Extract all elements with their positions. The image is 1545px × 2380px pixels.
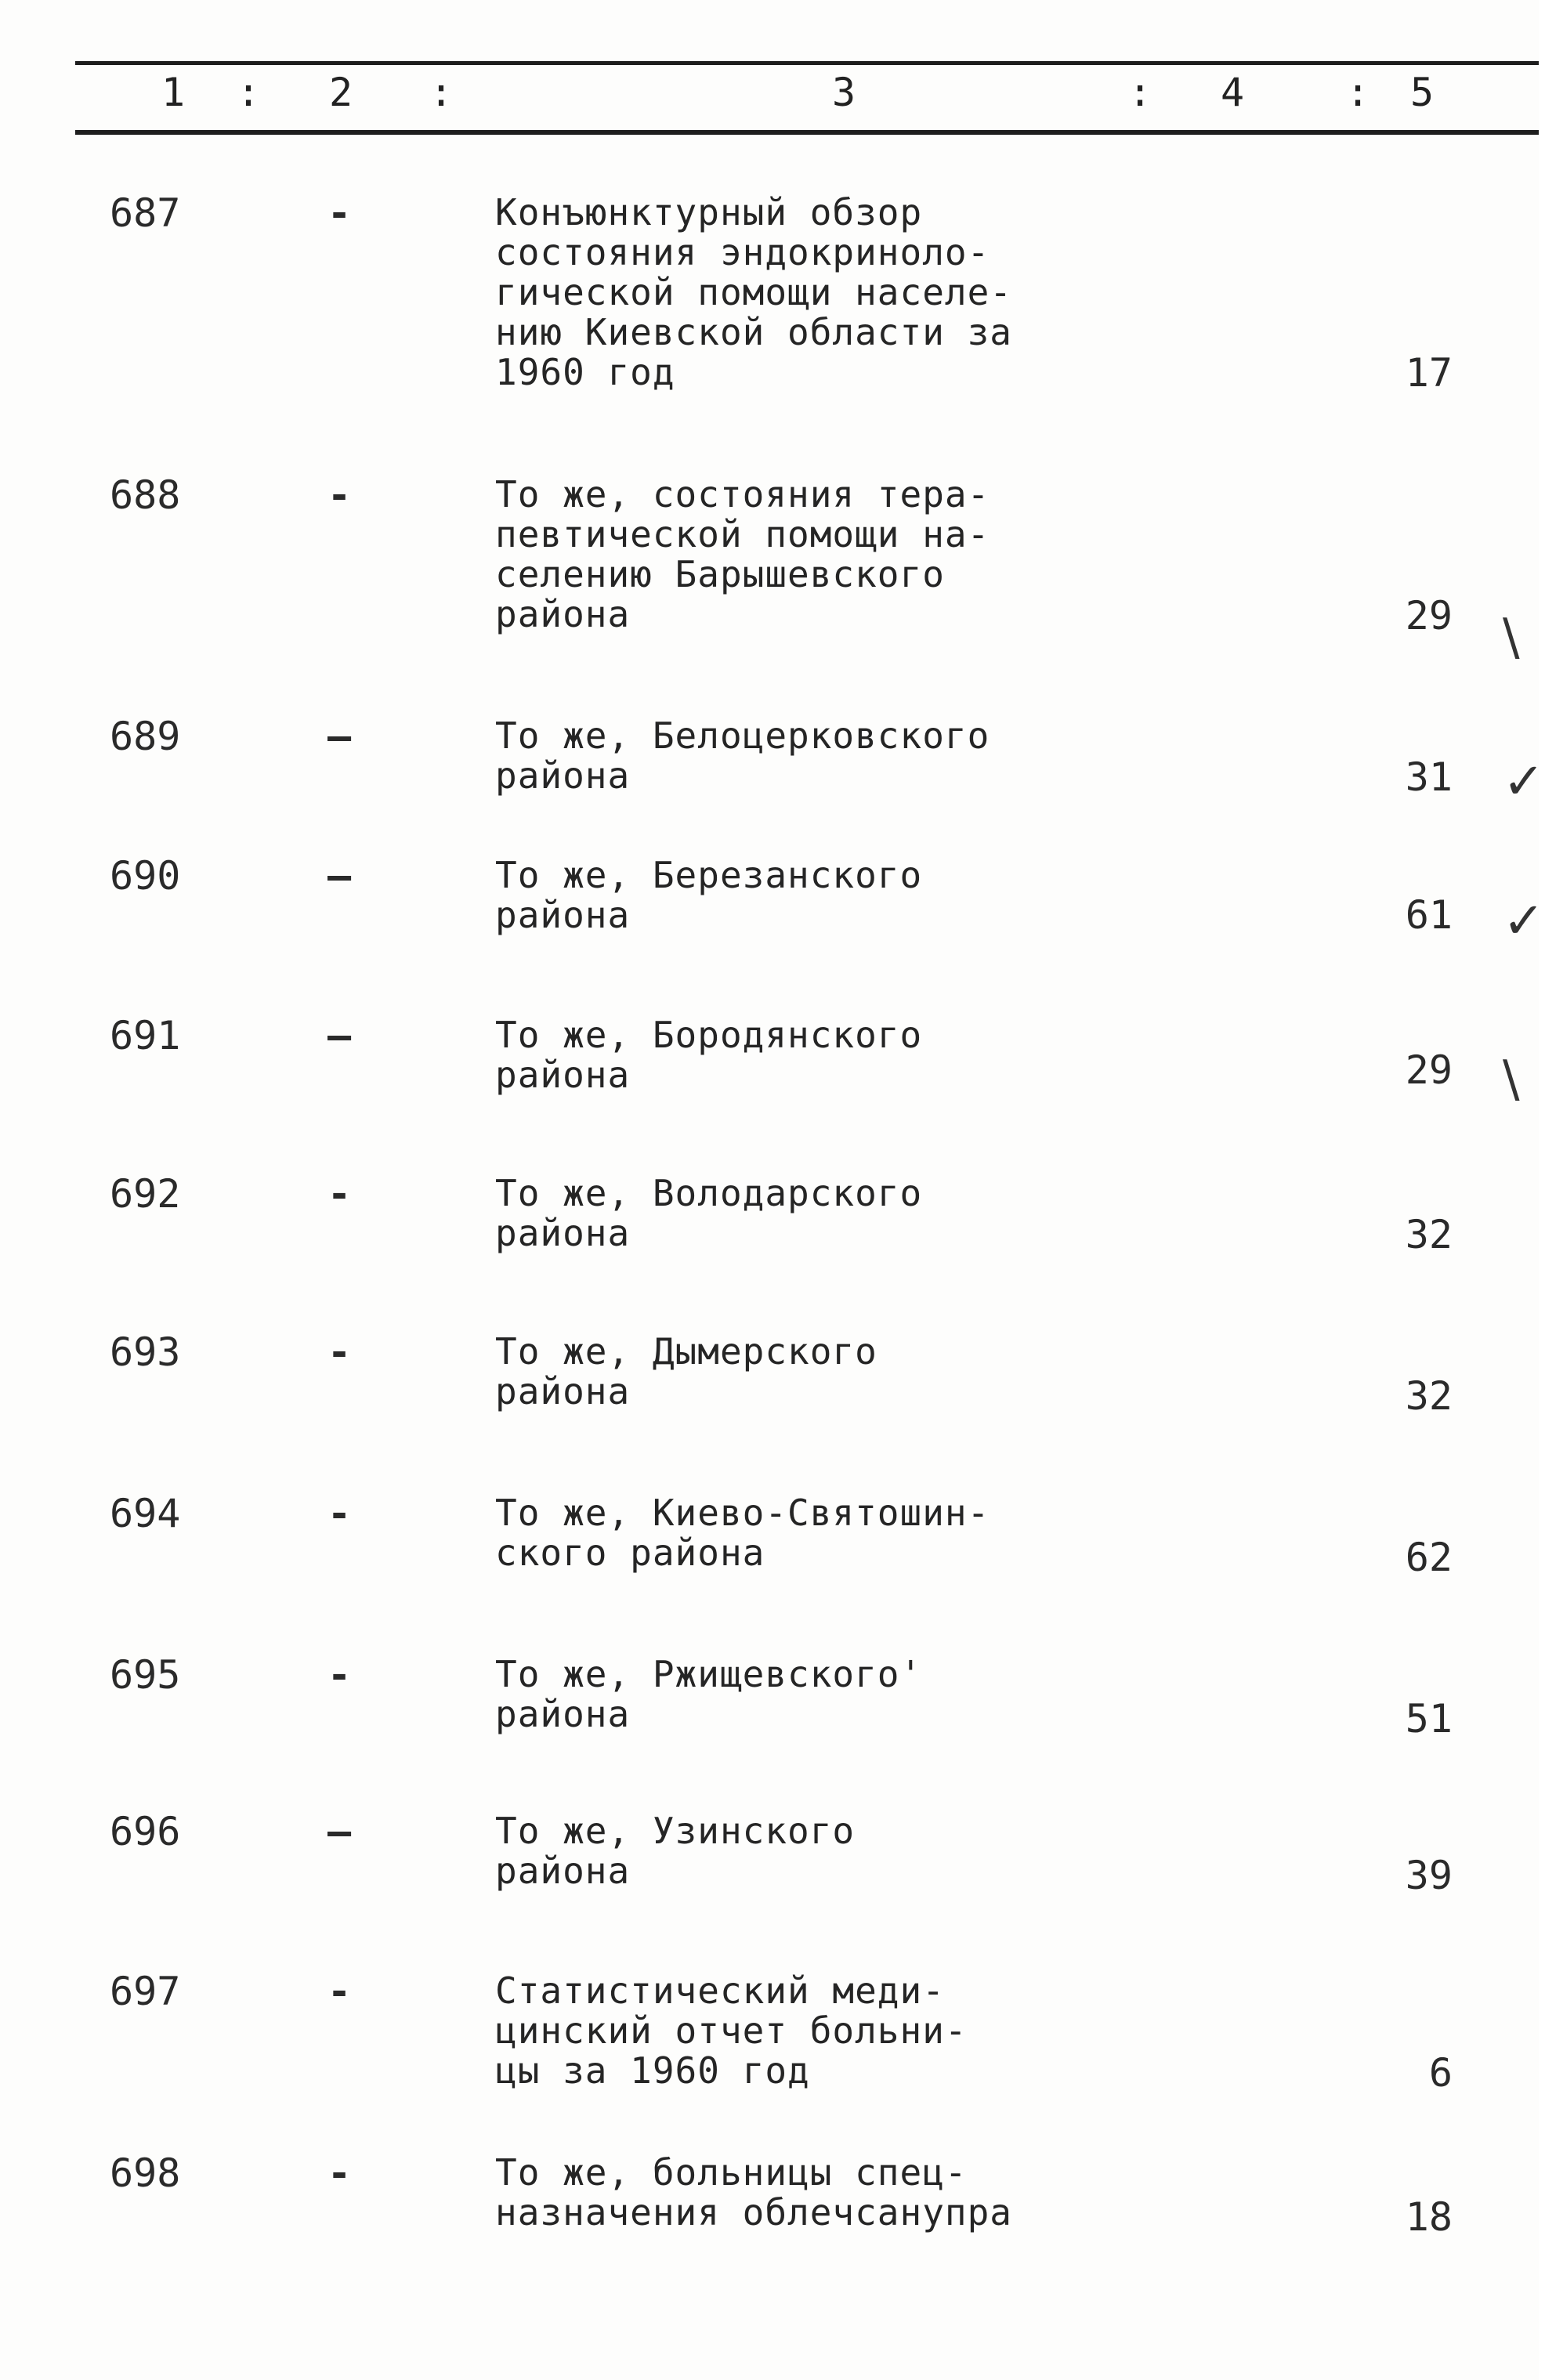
header-col-dates: 4 [1221,70,1245,115]
file-description: Статистический меди- цинский отчет больни- цы за 1960 год [495,1969,968,2092]
file-number: 688 [110,472,181,518]
header-col-number: 1 [161,70,186,115]
page-count: 6 [1428,2050,1453,2096]
old-number-dash: – [327,714,352,759]
header-separator: : [1346,70,1370,115]
page-count: 18 [1405,2194,1453,2240]
header-bottom-rule [75,130,1539,135]
old-number-dash: – [327,853,352,899]
old-number-dash: - [327,472,352,518]
check-mark: \ [1503,1051,1520,1109]
check-mark: ✓ [1503,892,1545,950]
file-number: 687 [110,190,181,236]
file-description: То же, Березанского района [495,854,923,936]
header-separator: : [429,70,454,115]
header-separator: : [237,70,261,115]
page-count: 62 [1405,1535,1453,1580]
file-number: 695 [110,1652,181,1698]
header-col-old-number: 2 [329,70,353,115]
old-number-dash: – [327,1809,352,1854]
file-number: 690 [110,853,181,899]
file-number: 691 [110,1013,181,1058]
old-number-dash: - [327,1969,352,2014]
file-number: 693 [110,1329,181,1375]
file-number: 696 [110,1809,181,1854]
page-count: 17 [1405,350,1453,396]
file-description: То же, состояния тера- певтической помощи на- селению Барышевского района [495,473,990,635]
page-count: 61 [1405,892,1453,938]
file-description: То же, Узинского района [495,1810,856,1892]
old-number-dash: - [327,1329,352,1375]
file-number: 698 [110,2150,181,2196]
file-description: То же, Ржищевского' района [495,1653,923,1735]
header-top-rule [75,61,1539,65]
old-number-dash: - [327,1491,352,1536]
page-count: 32 [1405,1212,1453,1257]
file-number: 694 [110,1491,181,1536]
old-number-dash: - [327,1652,352,1698]
file-number: 692 [110,1171,181,1217]
page-count: 29 [1405,1047,1453,1093]
file-description: То же, Володарского района [495,1172,923,1254]
header-col-pages: 5 [1410,70,1435,115]
page-count: 29 [1405,593,1453,638]
check-mark: ✓ [1503,753,1545,811]
page-count: 31 [1405,754,1453,800]
header-col-title: 3 [832,70,856,115]
check-mark: \ [1503,609,1520,667]
file-description: Конъюнктурный обзор состояния эндокриноло- гической помощи населе- нию Киевской области за 1960 год [495,191,1012,393]
old-number-dash: - [327,2150,352,2196]
file-number: 689 [110,714,181,759]
page-count: 39 [1405,1853,1453,1898]
file-description: То же, больницы спец- назначения облечсанупра [495,2151,1012,2234]
file-description: То же, Дымерского района [495,1330,877,1412]
old-number-dash: - [327,190,352,236]
page-count: 32 [1405,1373,1453,1419]
old-number-dash: – [327,1013,352,1058]
old-number-dash: - [327,1171,352,1217]
file-description: То же, Киево-Святошин- ского района [495,1492,990,1574]
file-number: 697 [110,1969,181,2014]
file-description: То же, Белоцерковского района [495,714,990,797]
header-separator: : [1128,70,1152,115]
page-count: 51 [1405,1696,1453,1742]
file-description: То же, Бородянского района [495,1014,923,1096]
